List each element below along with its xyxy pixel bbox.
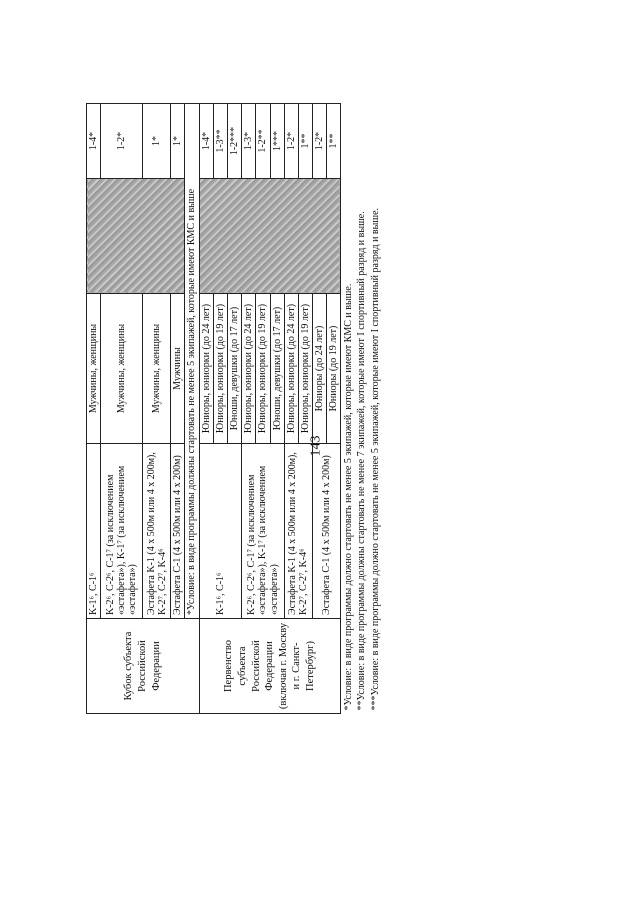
group-cell: Юниоры, юниорки (до 19 лет) <box>213 294 227 444</box>
group-cell: Мужчины <box>171 294 185 444</box>
table-row <box>369 104 383 714</box>
footnote: *Условие: в виде программы должно стартовать не менее 5 экипажей, которые имеют КМС и выше. <box>342 283 354 711</box>
group-cell: Юноши, девушки (до 17 лет) <box>270 294 284 444</box>
group-cell: Мужчины, женщины <box>143 294 171 444</box>
group-cell: Юниоры, юниорки (до 24 лет) <box>284 294 298 444</box>
footnote: ***Условие: в виде программы должно стартовать не менее 5 экипажей, которые имеют I спортивный разряд и выше. <box>370 207 382 711</box>
class-cell: K-1⁶, C-1⁶ <box>87 444 101 619</box>
group-cell: Юниоры, юниорки (до 19 лет) <box>256 294 270 444</box>
result-cell: 1-4* <box>87 104 101 179</box>
page-number: 143 <box>308 435 324 457</box>
result-cell: 1-2* <box>101 104 143 179</box>
shaded-cell <box>199 179 341 294</box>
class-cell: Эстафета C-1 (4 x 500м или 4 x 200м) <box>171 444 185 619</box>
result-cell: 1** <box>327 104 341 179</box>
class-cell: Эстафета C-1 (4 x 500м или 4 x 200м) <box>313 444 341 619</box>
result-cell: 1** <box>298 104 312 179</box>
result-cell: 1-2** <box>256 104 270 179</box>
class-cell: K-2⁶, C-2⁶, C-1⁷ (за исключением «эстафета»), K-1⁷ (за исключением «эстафета») <box>101 444 143 619</box>
result-cell: 1-3** <box>213 104 227 179</box>
rotated-table-container <box>86 104 382 714</box>
group-cell: Юноши, девушки (до 17 лет) <box>227 294 241 444</box>
table-rotator <box>86 104 382 714</box>
result-cell: 1-3* <box>242 104 256 179</box>
result-cell: 1-2* <box>284 104 298 179</box>
group-cell: Мужчины, женщины <box>101 294 143 444</box>
result-cell: 1-4* <box>199 104 213 179</box>
result-cell: 1-2* <box>313 104 327 179</box>
sports-ranking-table <box>86 103 383 714</box>
result-cell: 1* <box>143 104 171 179</box>
competition-cup: Кубок субъекта Российской Федерации <box>87 619 200 714</box>
table-row <box>355 104 369 714</box>
class-cell: K-2⁶, C-2⁶, C-1⁷ (за исключением «эстафета»), K-1⁷ (за исключением «эстафета») <box>242 444 285 619</box>
group-cell: Юниоры, юниорки (до 24 лет) <box>199 294 213 444</box>
footnote: **Условие: в виде программы должны стартовать не менее 7 экипажей, которые имеют I спортивный разряд и выше. <box>356 211 368 711</box>
table-row <box>87 104 101 714</box>
group-cell: Юниоры (до 24 лет) <box>313 294 327 444</box>
group-cell: Юниоры, юниорки (до 24 лет) <box>242 294 256 444</box>
group-cell: Мужчины, женщины <box>87 294 101 444</box>
group-cell: Юниоры (до 19 лет) <box>327 294 341 444</box>
table-row <box>341 104 355 714</box>
class-cell: K-1⁶, C-1⁶ <box>199 444 242 619</box>
competition-championship: Первенство субъекта Российской Федерации (включая г. Москву и г. Санкт-Петербург) <box>199 619 341 714</box>
table-row <box>199 104 213 714</box>
result-cell: 1*** <box>270 104 284 179</box>
group-cell: Юниоры, юниорки (до 19 лет) <box>298 294 312 444</box>
result-cell: 1-2*** <box>227 104 241 179</box>
class-cell: Эстафета K-1 (4 x 500м или 4 x 200м), K-2⁷, C-2⁷, K-4⁶ <box>143 444 171 619</box>
class-cell: Эстафета K-1 (4 x 500м или 4 x 200м), K-2⁷, C-2⁷, K-4⁶ <box>284 444 312 619</box>
shaded-cell <box>87 179 185 294</box>
footnote: *Условие: в виде программы должны стартовать не менее 5 экипажей, которые имеют КМС и выше <box>185 104 199 619</box>
result-cell: 1* <box>171 104 185 179</box>
